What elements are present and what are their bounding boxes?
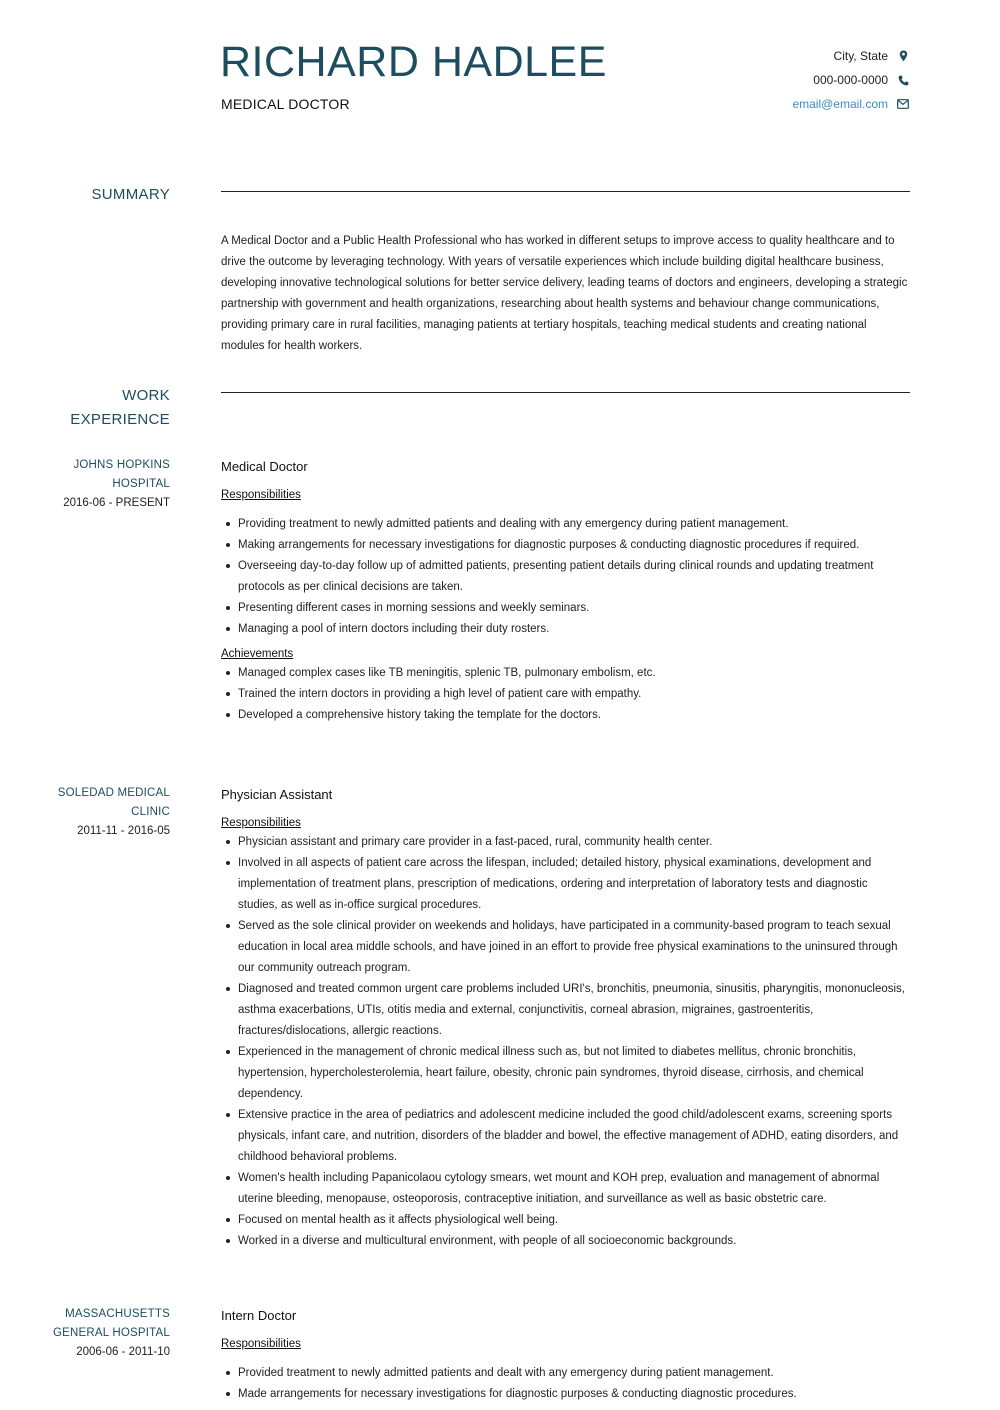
job-meta-3 bbox=[20, 1305, 170, 1362]
job-entry-3 bbox=[221, 1306, 910, 1405]
job-meta-2 bbox=[20, 784, 170, 841]
contact-phone bbox=[792, 68, 910, 92]
list-item: Women's health including Papanicolaou cytology smears, wet mount and KOH prep, evaluation and management of abnormal uterine bleeding, menopause, osteoporosis, contraceptive initiation, and surveillance as well as basic obstetric care. bbox=[238, 1168, 910, 1210]
list-item: Making arrangements for necessary investigations for diagnostic purposes & conducting diagnostic procedures if required. bbox=[238, 535, 910, 556]
work-experience-heading bbox=[20, 384, 170, 432]
list-item: Worked in a diverse and multicultural environment, with people of all socioeconomic backgrounds. bbox=[238, 1231, 910, 1252]
employer-name: SOLEDAD MEDICAL bbox=[57, 787, 170, 799]
list-item: Managed complex cases like TB meningitis, splenic TB, pulmonary embolism, etc. bbox=[238, 663, 910, 684]
envelope-icon bbox=[896, 99, 910, 109]
work-experience-heading-line2: EXPERIENCE bbox=[70, 411, 170, 428]
contact-block bbox=[792, 44, 910, 116]
phone-text: 000-000-0000 bbox=[813, 73, 888, 87]
list-item: Involved in all aspects of patient care across the lifespan, included; detailed history, physical examinations, development and implementation of treatment plans, prescription of medications, ordering and interpretation of laboratory tests and diagnostic studies, as well as in-office surgical procedures. bbox=[238, 853, 910, 916]
list-item: Overseeing day-to-day follow up of admitted patients, presenting patient details during clinical rounds and updating treatment protocols as per clinical decisions are taken. bbox=[238, 556, 910, 598]
achievements-list bbox=[221, 663, 910, 726]
employer-name: MASSACHUSETTS bbox=[65, 1308, 170, 1320]
summary-heading: SUMMARY bbox=[91, 186, 170, 203]
list-item: Trained the intern doctors in providing a high level of patient care with empathy. bbox=[238, 684, 910, 705]
list-item: Provided treatment to newly admitted patients and dealt with any emergency during patient management. bbox=[238, 1363, 910, 1384]
achievements-label: Achievements bbox=[221, 648, 294, 660]
job-role: Intern Doctor bbox=[221, 1308, 297, 1323]
responsibilities-label: Responsibilities bbox=[221, 1338, 301, 1350]
job-role: Physician Assistant bbox=[221, 787, 333, 802]
work-experience-divider bbox=[221, 392, 910, 393]
work-experience-heading-line1: WORK bbox=[122, 387, 170, 404]
list-item: Providing treatment to newly admitted patients and dealing with any emergency during patient management. bbox=[238, 514, 910, 535]
list-item: Managing a pool of intern doctors including their duty rosters. bbox=[238, 619, 910, 640]
employer-name-cont: CLINIC bbox=[131, 806, 170, 818]
employer-name-cont: GENERAL HOSPITAL bbox=[53, 1327, 170, 1339]
responsibilities-list bbox=[221, 1363, 910, 1405]
job-meta-1 bbox=[20, 456, 170, 513]
list-item: Made arrangements for necessary investigations for diagnostic purposes & conducting diagnostic procedures. bbox=[238, 1384, 910, 1405]
list-item: Served as the sole clinical provider on weekends and holidays, have participated in a community-based program to teach sexual education in local area middle schools, and have joined in an effort to provide free physical examinations to the uninsured through our community outreach program. bbox=[238, 916, 910, 979]
responsibilities-label: Responsibilities bbox=[221, 489, 301, 501]
employment-dates: 2016-06 - PRESENT bbox=[63, 497, 170, 509]
responsibilities-label: Responsibilities bbox=[221, 817, 301, 829]
employment-dates: 2011-11 - 2016-05 bbox=[77, 825, 170, 837]
summary-text: A Medical Doctor and a Public Health Professional who has worked in different setups to improve access to quality healthcare and to drive the outcome by leveraging technology. With years of versatile experiences which include building digital healthcare business, developing innovative technological solutions for better service delivery, leading teams of doctors and engineers, developing a strategic partnership with government and health organizations, researching about health systems and behaviour change communications, providing primary care in rural facilities, managing patients at tertiary hospitals, teaching medical students and creating national modules for health workers. bbox=[221, 235, 908, 352]
contact-location bbox=[792, 44, 910, 68]
list-item: Extensive practice in the area of pediatrics and adolescent medicine included the good child/adolescent exams, screening sports physicals, infant care, and nutrition, disorders of the bladder and bowel, the effective management of ADHD, eating disorders, and childhood behavioral problems. bbox=[238, 1105, 910, 1168]
employment-dates: 2006-06 - 2011-10 bbox=[76, 1346, 170, 1358]
responsibilities-list bbox=[221, 832, 910, 1252]
candidate-name: RICHARD HADLEE bbox=[220, 38, 607, 86]
candidate-title: MEDICAL DOCTOR bbox=[221, 96, 350, 112]
phone-icon bbox=[896, 75, 910, 86]
email-link[interactable]: email@email.com bbox=[792, 97, 888, 111]
job-entry-1 bbox=[221, 457, 910, 726]
list-item: Developed a comprehensive history taking the template for the doctors. bbox=[238, 705, 910, 726]
list-item: Experienced in the management of chronic medical illness such as, but not limited to diabetes mellitus, chronic bronchitis, hypertension, hypercholesterolemia, heart failure, obesity, chronic pain syndromes, thyroid disease, cirrhosis, and chemical dependency. bbox=[238, 1042, 910, 1105]
list-item: Physician assistant and primary care provider in a fast-paced, rural, community health center. bbox=[238, 832, 910, 853]
employer-name-cont: HOSPITAL bbox=[112, 478, 170, 490]
job-role: Medical Doctor bbox=[221, 459, 308, 474]
list-item: Diagnosed and treated common urgent care problems included URI's, bronchitis, pneumonia, sinusitis, pharyngitis, mononucleosis, asthma exacerbations, UTIs, otitis media and external, conjunctivitis, corneal abrasion, migraines, gastroenteritis, fractures/dislocations, allergic reactions. bbox=[238, 979, 910, 1042]
responsibilities-list bbox=[221, 514, 910, 640]
list-item: Focused on mental health as it affects physiological well being. bbox=[238, 1210, 910, 1231]
location-text: City, State bbox=[833, 49, 888, 63]
job-entry-2 bbox=[221, 785, 910, 1252]
employer-name: JOHNS HOPKINS bbox=[73, 459, 170, 471]
list-item: Presenting different cases in morning sessions and weekly seminars. bbox=[238, 598, 910, 619]
map-pin-icon bbox=[896, 50, 910, 62]
contact-email[interactable] bbox=[792, 92, 910, 116]
summary-divider bbox=[221, 191, 910, 192]
